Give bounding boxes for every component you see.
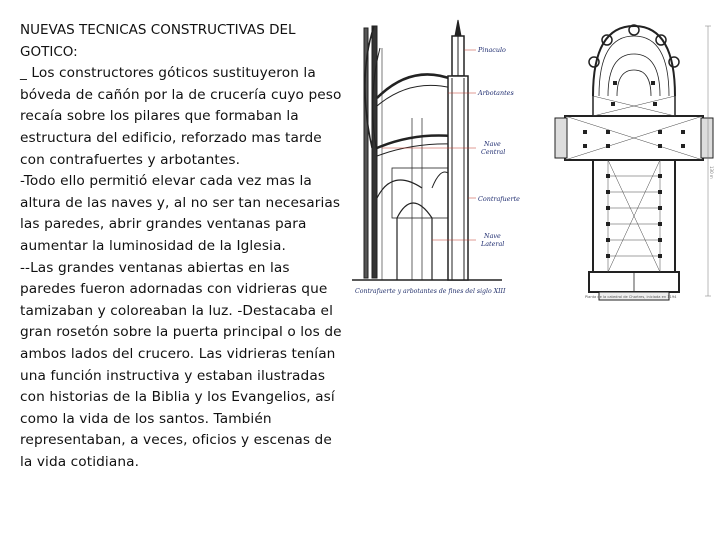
- label-nave-lateral-line2: Lateral: [481, 240, 505, 248]
- gothic-cross-section-drawing: [352, 18, 520, 303]
- label-pinnacle: Pinaculo: [478, 46, 506, 54]
- section-labels: [477, 46, 520, 248]
- label-flying-buttress: Arbotantes: [478, 89, 514, 97]
- plan-outline: [555, 25, 713, 300]
- plan-piers: [583, 81, 685, 258]
- plan-side-label: 130 m: [709, 166, 714, 179]
- label-nave-lateral-line1: Nave: [484, 232, 501, 240]
- paragraph-2: -Todo ello permitió elevar cada vez mas la altura de las naves y, al no ser tan necesarias las paredes, abrir grandes ventanas para aumentar la luminosidad de la Iglesia.: [20, 173, 341, 254]
- plan-vault-ribs: [565, 96, 703, 272]
- paragraph-1: _ Los constructores góticos sustituyeron la bóveda de cañón por la de crucería cuyo peso recaía sobre los pilares que formaban la estructura del edificio, reforzado mas tarde con contrafuertes y arbotantes.: [20, 65, 342, 168]
- text-block: [20, 20, 342, 473]
- plan-scale-bar: [705, 26, 711, 296]
- plan-caption: Planta de la catedral de Chartres, iniciada en 1194: [585, 295, 677, 299]
- section-caption: Contrafuerte y arbotantes de fines del siglo XIII: [355, 288, 506, 295]
- cathedral-floor-plan-drawing: [553, 26, 715, 308]
- label-nave-central-line2: Central: [481, 148, 506, 156]
- label-nave-central-line1: Nave: [484, 140, 501, 148]
- paragraph-3: --Las grandes ventanas abiertas en las paredes fueron adornadas con vidrieras que tamizaban y coloreaban la luz. -Destacaba el gran rosetón sobre la puerta principal o los de ambos lados del crucero. Las vidrieras tenían una función instructiva y estaban ilustradas con historias de la Biblia y los Evangelios, así como la vida de los santos. También representaban, a veces, oficios y escenas de la vida cotidiana.: [20, 259, 342, 470]
- slide-heading: NUEVAS TECNICAS CONSTRUCTIVAS DEL GOTICO:: [20, 22, 296, 60]
- section-drawing-lines: [352, 20, 505, 280]
- label-buttress: Contrafuerte: [478, 195, 520, 203]
